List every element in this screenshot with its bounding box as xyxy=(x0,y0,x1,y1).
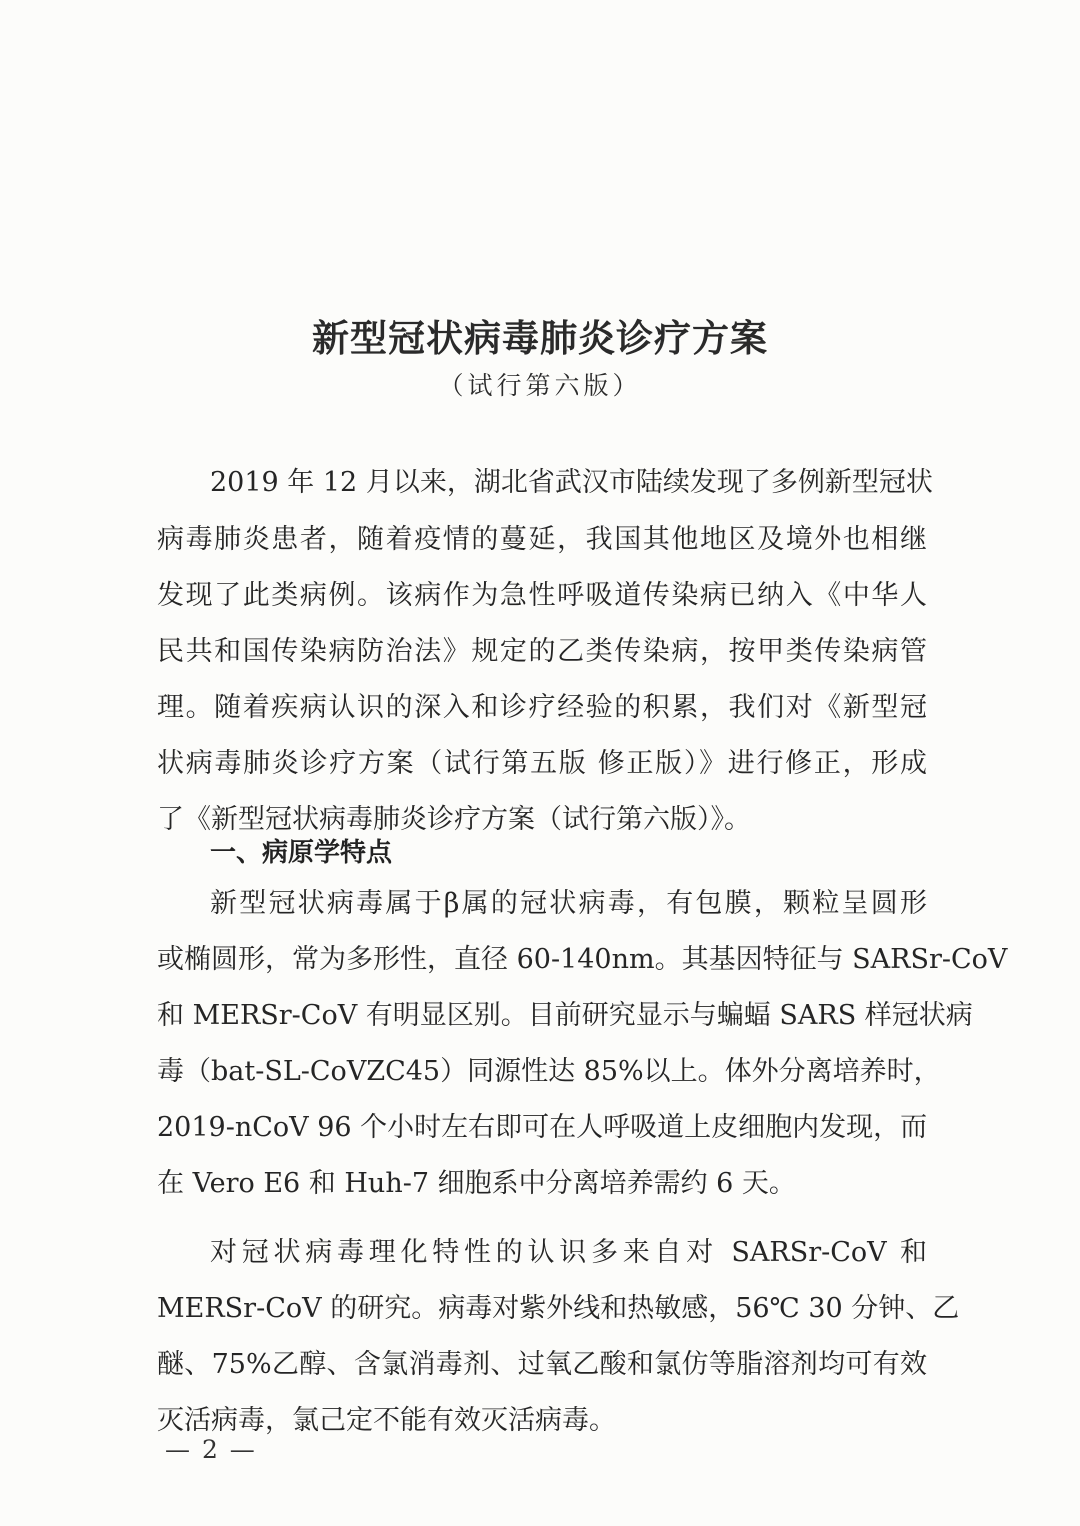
document-title: 新型冠状病毒肺炎诊疗方案 xyxy=(312,317,768,360)
intro-line: 了《新型冠状病毒肺炎诊疗方案（试行第六版）》。 xyxy=(157,804,751,835)
page-number: — 2 — xyxy=(165,1435,257,1464)
paragraph-line: 新型冠状病毒属于β属的冠状病毒，有包膜，颗粒呈圆形 xyxy=(210,888,927,919)
paragraph-line: 2019-nCoV 96 个小时左右即可在人呼吸道上皮细胞内发现，而 xyxy=(157,1112,928,1143)
paragraph-line: 或椭圆形，常为多形性，直径 60-140nm。其基因特征与 SARSr-CoV xyxy=(157,944,1008,975)
intro-line: 状病毒肺炎诊疗方案（试行第五版 修正版）》进行修正，形成 xyxy=(157,748,927,779)
document-subtitle: （试行第六版） xyxy=(438,371,642,400)
paragraph-line: 毒（bat-SL-CoVZC45）同源性达 85%以上。体外分离培养时， xyxy=(157,1056,941,1087)
paragraph-line: 醚、75%乙醇、含氯消毒剂、过氧乙酸和氯仿等脂溶剂均可有效 xyxy=(157,1349,927,1380)
paragraph-line: 在 Vero E6 和 Huh-7 细胞系中分离培养需约 6 天。 xyxy=(157,1168,796,1199)
intro-line: 病毒肺炎患者，随着疫情的蔓延，我国其他地区及境外也相继 xyxy=(157,524,927,555)
paragraph-line: 和 MERSr-CoV 有明显区别。目前研究显示与蝙蝠 SARS 样冠状病 xyxy=(157,1000,973,1031)
paragraph-line: 灭活病毒，氯己定不能有效灭活病毒。 xyxy=(157,1405,616,1436)
section-heading: 一、病原学特点 xyxy=(210,838,393,868)
intro-line: 发现了此类病例。该病作为急性呼吸道传染病已纳入《中华人 xyxy=(157,580,927,611)
paragraph-line: 对冠状病毒理化特性的认识多来自对 SARSr-CoV 和 xyxy=(210,1237,927,1268)
intro-line: 2019 年 12 月以来，湖北省武汉市陆续发现了多例新型冠状 xyxy=(210,467,933,498)
intro-line: 理。随着疾病认识的深入和诊疗经验的积累，我们对《新型冠 xyxy=(157,692,927,723)
paragraph-line: MERSr-CoV 的研究。病毒对紫外线和热敏感，56℃ 30 分钟、乙 xyxy=(157,1293,960,1324)
intro-line: 民共和国传染病防治法》规定的乙类传染病，按甲类传染病管 xyxy=(157,636,927,667)
